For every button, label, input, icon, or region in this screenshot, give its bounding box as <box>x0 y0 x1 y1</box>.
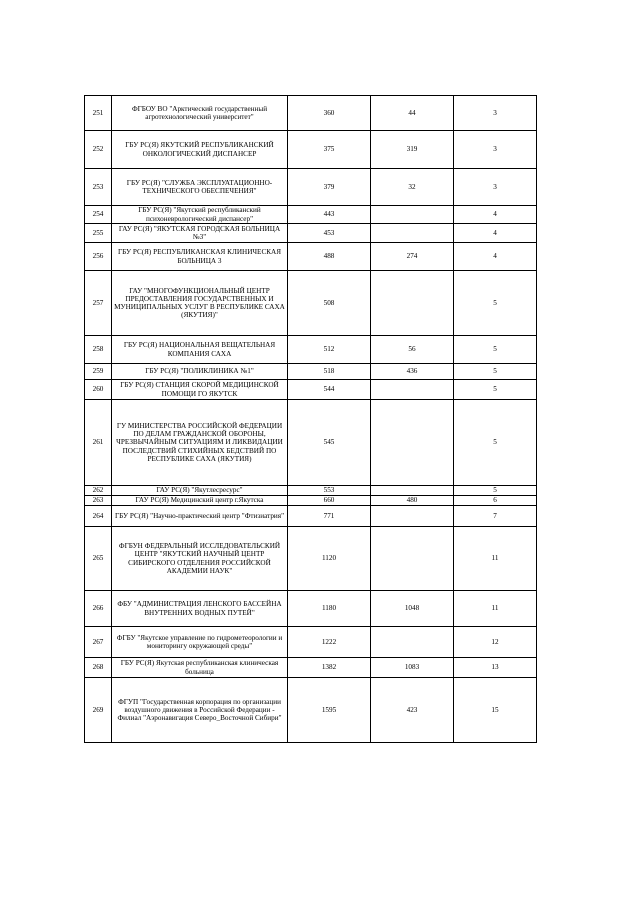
row-number: 252 <box>85 131 112 169</box>
row-number: 255 <box>85 224 112 243</box>
table-row <box>85 400 537 486</box>
value-cell-2: 423 <box>371 678 454 743</box>
table-row <box>85 224 537 243</box>
organization-name: ФГУП "Государственная корпорация по организации воздушного движения в Российской Федерации - Филиал "Аэронавигация Северо_Восточной Сибири" <box>112 678 288 743</box>
value-cell-1: 360 <box>288 96 371 131</box>
row-number: 260 <box>85 380 112 400</box>
organization-name: ГАУ РС(Я) "Якутлесресурс" <box>112 486 288 496</box>
value-cell-3: 11 <box>454 527 537 591</box>
value-cell-1: 1595 <box>288 678 371 743</box>
row-number: 269 <box>85 678 112 743</box>
table-row <box>85 658 537 678</box>
table-row <box>85 336 537 364</box>
table-row <box>85 243 537 271</box>
value-cell-2 <box>371 206 454 224</box>
value-cell-3: 5 <box>454 364 537 380</box>
organization-name: ФГБУ "Якутское управление по гидрометеорологии и мониторингу окружающей среды" <box>112 627 288 658</box>
table-row <box>85 678 537 743</box>
value-cell-1: 518 <box>288 364 371 380</box>
table-row <box>85 506 537 527</box>
row-number: 259 <box>85 364 112 380</box>
row-number: 267 <box>85 627 112 658</box>
value-cell-3: 3 <box>454 131 537 169</box>
value-cell-2: 436 <box>371 364 454 380</box>
value-cell-2 <box>371 224 454 243</box>
value-cell-3: 3 <box>454 96 537 131</box>
organization-name: ГБУ РС(Я) РЕСПУБЛИКАНСКАЯ КЛИНИЧЕСКАЯ БОЛЬНИЦА 3 <box>112 243 288 271</box>
organization-name: ГУ МИНИСТЕРСТВА РОССИЙСКОЙ ФЕДЕРАЦИИ ПО ДЕЛАМ ГРАЖДАНСКОЙ ОБОРОНЫ, ЧРЕЗВЫЧАЙНЫМ СИТУАЦИЯМ И ЛИКВИДАЦИИ ПОСЛЕДСТВИЙ СТИХИЙНЫХ БЕДСТВИЙ ПО РЕСПУБЛИКЕ САХА (ЯКУТИЯ) <box>112 400 288 486</box>
value-cell-1: 553 <box>288 486 371 496</box>
value-cell-1: 512 <box>288 336 371 364</box>
row-number: 251 <box>85 96 112 131</box>
value-cell-3: 11 <box>454 591 537 627</box>
value-cell-2 <box>371 400 454 486</box>
data-table <box>84 95 537 743</box>
row-number: 264 <box>85 506 112 527</box>
organization-name: ГБУ РС(Я) "ПОЛИКЛИНИКА №1" <box>112 364 288 380</box>
row-number: 263 <box>85 496 112 506</box>
row-number: 254 <box>85 206 112 224</box>
value-cell-1: 508 <box>288 271 371 336</box>
table-row <box>85 486 537 496</box>
value-cell-1: 453 <box>288 224 371 243</box>
value-cell-2 <box>371 271 454 336</box>
value-cell-2: 32 <box>371 169 454 206</box>
value-cell-3: 5 <box>454 271 537 336</box>
row-number: 262 <box>85 486 112 496</box>
value-cell-1: 771 <box>288 506 371 527</box>
table-row <box>85 131 537 169</box>
value-cell-3: 12 <box>454 627 537 658</box>
organization-name: ГБУ РС(Я) СТАНЦИЯ СКОРОЙ МЕДИЦИНСКОЙ ПОМОЩИ ГО ЯКУТСК <box>112 380 288 400</box>
row-number: 265 <box>85 527 112 591</box>
value-cell-2: 56 <box>371 336 454 364</box>
value-cell-2: 1083 <box>371 658 454 678</box>
value-cell-1: 375 <box>288 131 371 169</box>
value-cell-3: 13 <box>454 658 537 678</box>
value-cell-2: 274 <box>371 243 454 271</box>
row-number: 261 <box>85 400 112 486</box>
table-row <box>85 496 537 506</box>
table-row <box>85 169 537 206</box>
organization-name: ФБУ "АДМИНИСТРАЦИЯ ЛЕНСКОГО БАССЕЙНА ВНУТРЕННИХ ВОДНЫХ ПУТЕЙ" <box>112 591 288 627</box>
value-cell-2: 44 <box>371 96 454 131</box>
organization-name: ГБУ РС(Я) ЯКУТСКИЙ РЕСПУБЛИКАНСКИЙ ОНКОЛОГИЧЕСКИЙ ДИСПАНСЕР <box>112 131 288 169</box>
organization-name: ГАУ "МНОГОФУНКЦИОНАЛЬНЫЙ ЦЕНТР ПРЕДОСТАВЛЕНИЯ ГОСУДАРСТВЕННЫХ И МУНИЦИПАЛЬНЫХ УСЛУГ В РЕСПУБЛИКЕ САХА (ЯКУТИЯ)" <box>112 271 288 336</box>
organization-name: ФГБОУ ВО "Арктический государственный агротехнологический университет" <box>112 96 288 131</box>
value-cell-3: 4 <box>454 243 537 271</box>
table-row <box>85 271 537 336</box>
value-cell-2 <box>371 527 454 591</box>
value-cell-2 <box>371 486 454 496</box>
organization-name: ФГБУН ФЕДЕРАЛЬНЫЙ ИССЛЕДОВАТЕЛЬСКИЙ ЦЕНТР "ЯКУТСКИЙ НАУЧНЫЙ ЦЕНТР СИБИРСКОГО ОТДЕЛЕНИЯ РОССИЙСКОЙ АКАДЕМИИ НАУК" <box>112 527 288 591</box>
organization-name: ГБУ РС(Я) "Якутский республиканский психоневрологический диспансер" <box>112 206 288 224</box>
organization-name: ГБУ РС(Я) "СЛУЖБА ЭКСПЛУАТАЦИОННО-ТЕХНИЧЕСКОГО ОБЕСПЕЧЕНИЯ" <box>112 169 288 206</box>
value-cell-1: 443 <box>288 206 371 224</box>
value-cell-1: 1382 <box>288 658 371 678</box>
value-cell-2: 319 <box>371 131 454 169</box>
value-cell-3: 5 <box>454 400 537 486</box>
value-cell-3: 15 <box>454 678 537 743</box>
table-row <box>85 380 537 400</box>
value-cell-2: 480 <box>371 496 454 506</box>
table-row <box>85 206 537 224</box>
row-number: 253 <box>85 169 112 206</box>
organization-name: ГАУ РС(Я) Медицинский центр г.Якутска <box>112 496 288 506</box>
value-cell-3: 5 <box>454 380 537 400</box>
value-cell-2 <box>371 627 454 658</box>
value-cell-1: 1120 <box>288 527 371 591</box>
value-cell-3: 4 <box>454 206 537 224</box>
row-number: 256 <box>85 243 112 271</box>
organization-name: ГАУ РС(Я) "ЯКУТСКАЯ ГОРОДСКАЯ БОЛЬНИЦА №3" <box>112 224 288 243</box>
value-cell-1: 660 <box>288 496 371 506</box>
value-cell-3: 7 <box>454 506 537 527</box>
organization-name: ГБУ РС(Я) НАЦИОНАЛЬНАЯ ВЕЩАТЕЛЬНАЯ КОМПАНИЯ САХА <box>112 336 288 364</box>
table-row <box>85 591 537 627</box>
table-row <box>85 627 537 658</box>
row-number: 257 <box>85 271 112 336</box>
value-cell-2: 1048 <box>371 591 454 627</box>
row-number: 258 <box>85 336 112 364</box>
value-cell-3: 6 <box>454 496 537 506</box>
row-number: 266 <box>85 591 112 627</box>
value-cell-1: 544 <box>288 380 371 400</box>
value-cell-1: 1180 <box>288 591 371 627</box>
value-cell-1: 379 <box>288 169 371 206</box>
table-row <box>85 527 537 591</box>
value-cell-1: 488 <box>288 243 371 271</box>
value-cell-1: 545 <box>288 400 371 486</box>
table-row <box>85 364 537 380</box>
table-row <box>85 96 537 131</box>
organization-name: ГБУ РС(Я) Якутская республиканская клиническая больница <box>112 658 288 678</box>
value-cell-3: 5 <box>454 486 537 496</box>
value-cell-1: 1222 <box>288 627 371 658</box>
row-number: 268 <box>85 658 112 678</box>
value-cell-2 <box>371 380 454 400</box>
organization-name: ГБУ РС(Я) "Научно-практический центр "Фтизиатрия" <box>112 506 288 527</box>
value-cell-2 <box>371 506 454 527</box>
value-cell-3: 4 <box>454 224 537 243</box>
value-cell-3: 3 <box>454 169 537 206</box>
value-cell-3: 5 <box>454 336 537 364</box>
